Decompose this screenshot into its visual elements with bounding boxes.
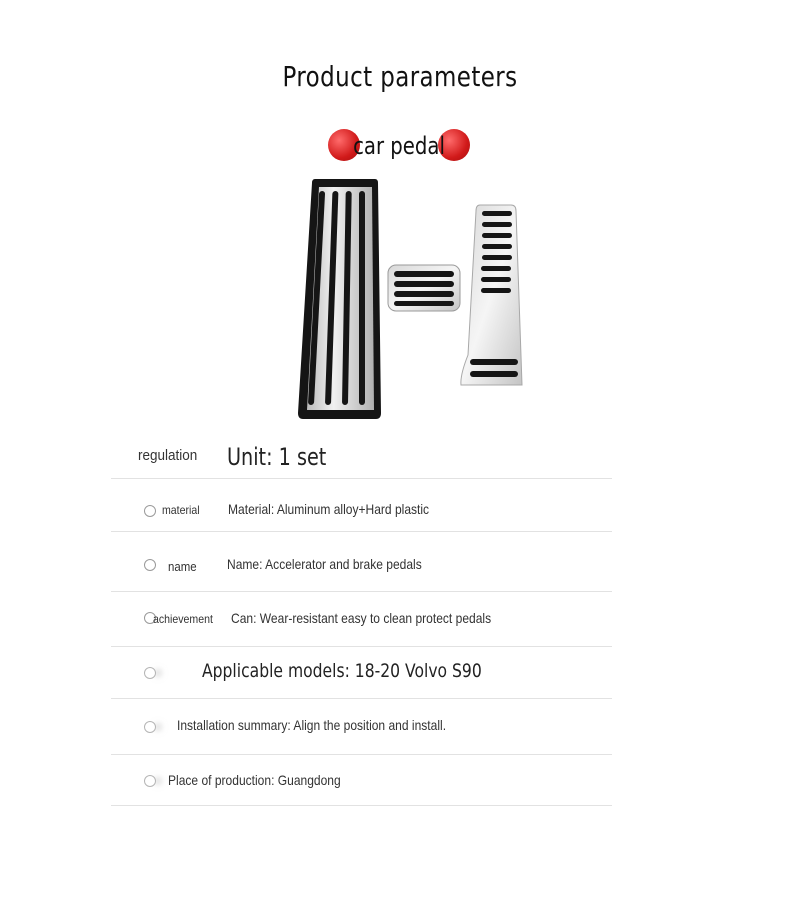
- param-value-production: Place of production: Guangdong: [168, 772, 341, 788]
- row-divider: [111, 531, 612, 532]
- radio-icon: [144, 667, 156, 679]
- row-divider: [111, 805, 612, 806]
- param-value-material: Material: Aluminum alloy+Hard plastic: [228, 501, 430, 517]
- param-value-installation: Installation summary: Align the position and install.: [177, 717, 447, 733]
- param-label-achievement: achievement: [153, 612, 213, 626]
- product-badge: [328, 128, 470, 162]
- param-value-applicable-models: Applicable models: 18-20 Volvo S90: [202, 660, 482, 682]
- radio-icon: [144, 721, 156, 733]
- row-divider: [111, 478, 612, 479]
- page-title: Product parameters: [282, 60, 518, 93]
- param-value-name: Name: Accelerator and brake pedals: [227, 556, 422, 572]
- row-divider: [111, 591, 612, 592]
- param-label-name: name: [168, 559, 197, 574]
- radio-icon: [144, 505, 156, 517]
- badge-label: car pedal: [353, 132, 445, 160]
- radio-icon: [144, 559, 156, 571]
- row-divider: [111, 754, 612, 755]
- param-value-achievement: Can: Wear-resistant easy to clean protect pedals: [231, 610, 492, 626]
- parameter-header-label: regulation: [138, 447, 198, 464]
- row-divider: [111, 646, 612, 647]
- car-pedal-set-image: [290, 175, 530, 425]
- row-divider: [111, 698, 612, 699]
- radio-icon: [144, 775, 156, 787]
- param-label-material: material: [162, 503, 200, 517]
- unit-value: Unit: 1 set: [227, 443, 327, 471]
